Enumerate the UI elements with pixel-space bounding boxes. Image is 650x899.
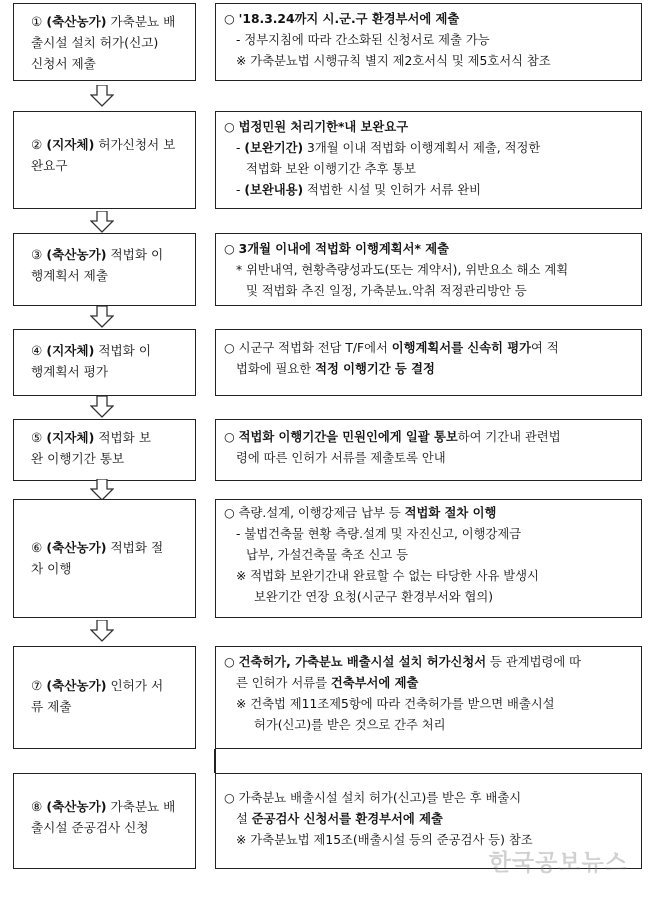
detail-emphasis: 건축부서에 제출 bbox=[330, 676, 419, 690]
step-5-box bbox=[13, 419, 196, 481]
step-text: 행계획서 제출 bbox=[31, 268, 108, 283]
step-text: 신청서 제출 bbox=[31, 56, 96, 71]
step-7-detail bbox=[215, 646, 642, 749]
step-6-detail bbox=[215, 499, 642, 618]
detail-line: 른 인허가 서류를 bbox=[236, 676, 331, 690]
step-text: 가축분뇨 배 bbox=[110, 14, 176, 29]
detail-line: 법화에 필요한 bbox=[236, 362, 316, 376]
watermark: 한국공보뉴스 bbox=[488, 850, 628, 876]
detail-line: - 불법건축물 현황 측량.설계 및 자진신고, 이행강제금 bbox=[236, 527, 522, 541]
step-role: (축산농가) bbox=[46, 799, 107, 814]
bullet-circle: ○ bbox=[224, 430, 239, 444]
connector-line bbox=[214, 749, 216, 773]
detail-emphasis: 이행계획서를 신속히 평가 bbox=[391, 341, 532, 355]
step-2-box bbox=[13, 111, 196, 209]
detail-line: - 정부지침에 따라 간소화된 신청서로 제출 가능 bbox=[236, 33, 490, 47]
step-number: ③ bbox=[31, 247, 43, 262]
detail-note: ※ 건축법 제11조제5항에 따라 건축허가를 받으면 배출시설 bbox=[236, 697, 555, 711]
detail-line: ○ 시군구 적법화 전담 T/F에서 bbox=[224, 341, 392, 355]
detail-line: 설 bbox=[236, 812, 252, 826]
step-text: 완요구 bbox=[31, 158, 68, 173]
detail-emphasis: 건축허가, 가축분뇨 배출시설 설치 허가신청서 bbox=[238, 655, 487, 669]
detail-line: 여 적 bbox=[531, 341, 559, 355]
detail-note: ※ 적법화 보완기간내 완료할 수 없는 타당한 사유 발생시 bbox=[236, 569, 539, 583]
step-number: ⑥ bbox=[31, 540, 43, 555]
step-text: 차 이행 bbox=[31, 561, 72, 576]
step-text: 가축분뇨 배 bbox=[110, 799, 176, 814]
step-text: 출시설 준공검사 신청 bbox=[31, 820, 149, 835]
detail-heading: 3개월 이내에 적법화 이행계획서* 제출 bbox=[238, 242, 449, 256]
step-number: ⑦ bbox=[31, 678, 43, 693]
detail-heading: '18.3.24까지 시.군.구 환경부서에 제출 bbox=[238, 12, 460, 26]
step-text: 출시설 설치 허가(신고) bbox=[31, 35, 159, 50]
step-text: 적법화 이 bbox=[110, 247, 164, 262]
down-arrow-icon bbox=[90, 396, 114, 418]
bullet-circle: ○ bbox=[224, 655, 239, 669]
step-text: 류 제출 bbox=[31, 699, 72, 714]
detail-emphasis: 준공검사 신청서를 환경부서에 제출 bbox=[251, 812, 443, 826]
step-text: 인허가 서 bbox=[110, 678, 164, 693]
step-text: 적법화 보 bbox=[98, 430, 152, 445]
detail-label: (보완기간) bbox=[244, 141, 304, 155]
down-arrow-icon bbox=[90, 620, 114, 642]
detail-line: 하여 기간내 관련법 bbox=[457, 430, 561, 444]
step-4-box bbox=[13, 329, 196, 396]
detail-emphasis: 적정 이행기간 등 결정 bbox=[315, 362, 435, 376]
down-arrow-icon bbox=[90, 306, 114, 328]
step-text: 완 이행기간 통보 bbox=[31, 451, 125, 466]
detail-line: 적법한 시설 및 인허가 서류 완비 bbox=[303, 183, 482, 197]
step-text: 적법화 이 bbox=[98, 343, 152, 358]
step-number: ④ bbox=[31, 343, 43, 358]
step-7-box bbox=[13, 646, 196, 749]
bullet-circle: ○ bbox=[224, 242, 235, 256]
step-role: (축산농가) bbox=[46, 247, 107, 262]
step-number: ⑧ bbox=[31, 799, 43, 814]
step-1-box bbox=[13, 3, 196, 81]
step-role: (지자체) bbox=[46, 343, 95, 358]
bullet-circle: ○ bbox=[224, 120, 235, 134]
down-arrow-icon bbox=[90, 479, 114, 501]
step-number: ② bbox=[31, 137, 43, 152]
dash: - bbox=[236, 141, 245, 155]
step-number: ① bbox=[31, 14, 43, 29]
step-number: ⑤ bbox=[31, 430, 43, 445]
step-8-box bbox=[13, 773, 196, 869]
step-role: (축산농가) bbox=[46, 678, 107, 693]
detail-line: 적법화 보완 이행기간 추후 통보 bbox=[246, 162, 417, 176]
step-text: 허가신청서 보 bbox=[98, 137, 176, 152]
dash: - bbox=[236, 183, 245, 197]
step-text: 적법화 절 bbox=[110, 540, 164, 555]
detail-note: * 위반내역, 현황측량성과도(또는 계약서), 위반요소 해소 계획 bbox=[236, 263, 569, 277]
detail-line: 령에 따른 인허가 서류를 제출토록 안내 bbox=[236, 451, 446, 465]
step-4-detail bbox=[215, 329, 642, 396]
step-3-detail bbox=[215, 233, 642, 306]
detail-label: (보완내용) bbox=[244, 183, 304, 197]
detail-line: 3개월 이내 적법화 이행계획서 제출, 적정한 bbox=[303, 141, 541, 155]
down-arrow-icon bbox=[90, 211, 114, 233]
step-role: (축산농가) bbox=[46, 540, 107, 555]
step-2-detail bbox=[215, 111, 642, 209]
step-3-box bbox=[13, 233, 196, 306]
step-6-box bbox=[13, 499, 196, 618]
step-role: (축산농가) bbox=[46, 14, 107, 29]
step-role: (지자체) bbox=[46, 430, 95, 445]
step-text: 행계획서 평가 bbox=[31, 364, 108, 379]
bullet-circle: ○ bbox=[224, 12, 235, 26]
detail-line: ○ 가축분뇨 배출시설 설치 허가(신고)를 받은 후 배출시 bbox=[224, 791, 522, 805]
detail-line: 보완기간 연장 요청(시군구 환경부서와 협의) bbox=[254, 590, 494, 604]
detail-line: 허가(신고)를 받은 것으로 간주 처리 bbox=[254, 718, 446, 732]
detail-note: ※ 가축분뇨법 제15조(배출시설 등의 준공검사 등) 참조 bbox=[236, 833, 533, 847]
step-1-detail bbox=[215, 3, 642, 81]
step-role: (지자체) bbox=[46, 137, 95, 152]
detail-heading: 법정민원 처리기한*내 보완요구 bbox=[238, 120, 409, 134]
detail-note: ※ 가축분뇨법 시행규칙 별지 제2호서식 및 제5호서식 참조 bbox=[236, 54, 551, 68]
detail-line: 및 적법화 추진 일정, 가축분뇨.악취 적정관리방안 등 bbox=[246, 284, 527, 298]
detail-line: ○ 측량.설계, 이행강제금 납부 등 bbox=[224, 506, 405, 520]
down-arrow-icon bbox=[90, 85, 114, 107]
detail-line: 등 관계법령에 따 bbox=[486, 655, 582, 669]
step-5-detail bbox=[215, 419, 642, 481]
detail-emphasis: 적법화 이행기간을 민원인에게 일괄 통보 bbox=[238, 430, 458, 444]
detail-line: 납부, 가설건축물 축조 신고 등 bbox=[246, 548, 409, 562]
detail-emphasis: 적법화 절차 이행 bbox=[404, 506, 497, 520]
